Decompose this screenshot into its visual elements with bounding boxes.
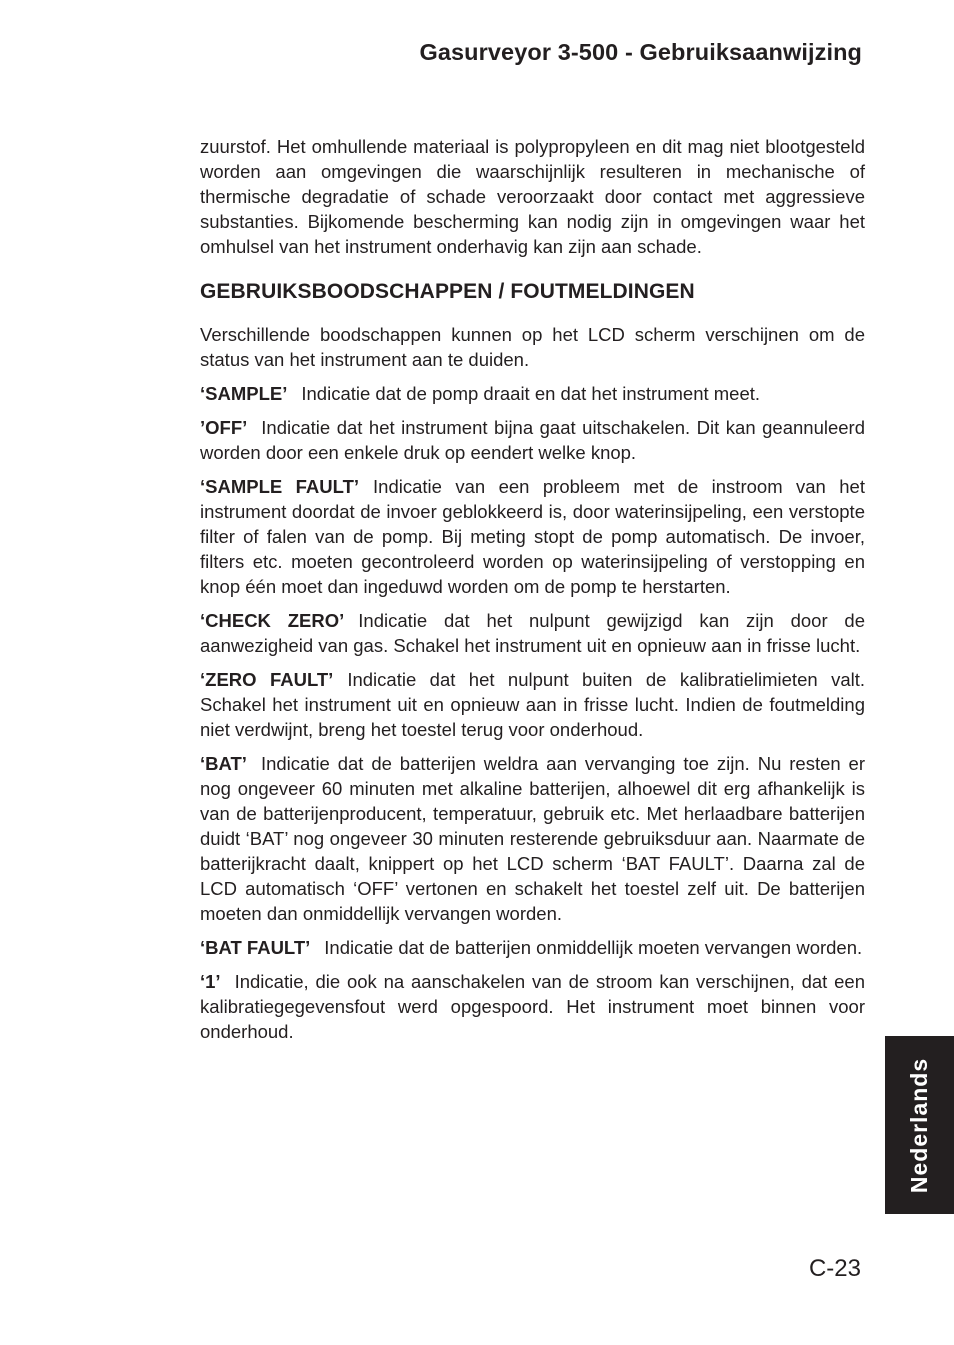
language-tab-label: Nederlands bbox=[906, 1057, 933, 1193]
message-description: Indicatie dat de pomp draait en dat het instrument meet. bbox=[301, 383, 761, 404]
intro-paragraph: zuurstof. Het omhullende materiaal is polypropyleen en dit mag niet blootgesteld worden aan omgevingen die waarschijnlijk resulteren in mechanische of thermische degradatie of schade veroorzaakt door contact met aggressieve substanties. Bijkomende bescherming kan nodig zijn in omgevingen waar het omhulsel van het instrument onderhavig kan zijn aan schade. bbox=[200, 136, 865, 257]
message-term: ‘SAMPLE’ bbox=[200, 383, 288, 404]
message-check-zero bbox=[200, 608, 865, 658]
message-sample-fault bbox=[200, 474, 865, 599]
message-term: ‘BAT FAULT’ bbox=[200, 937, 311, 958]
message-description: Indicatie, die ook na aanschakelen van de stroom kan verschijnen, dat een kalibratiegegevensfout werd opgespoord. Het instrument moet binnen voor onderhoud. bbox=[200, 971, 865, 1042]
message-bat-fault bbox=[200, 935, 865, 960]
message-term: ‘BAT’ bbox=[200, 753, 247, 774]
message-term: ‘1’ bbox=[200, 971, 221, 992]
message-description: Indicatie dat het nulpunt buiten de kalibratielimieten valt. Schakel het instrument uit en opnieuw aan in frisse lucht. Indien de foutmelding niet verdwijnt, breng het toestel terug voor onderhoud. bbox=[200, 669, 865, 740]
section-lead-paragraph: Verschillende boodschappen kunnen op het LCD scherm verschijnen om de status van het instrument aan te duiden. bbox=[200, 324, 865, 370]
message-term: ‘SAMPLE FAULT’ bbox=[200, 476, 360, 497]
page-header-title: Gasurveyor 3-500 - Gebruiksaanwijzing bbox=[419, 39, 862, 65]
message-description: Indicatie dat de batterijen weldra aan vervanging toe zijn. Nu resten er nog ongeveer 60 minuten met alkaline batterijen, alhoewel dit erg afhankelijk is van de batterijenproducent, temperatuur, gebruik etc. Met herlaadbare batterijen duidt ‘BAT’ nog ongeveer 30 minuten resterende gebruiksduur aan. Naarmate de batterijkracht daalt, knippert op het LCD scherm ‘BAT FAULT’. Daarna zal de LCD automatisch ‘OFF’ vertonen en schakelt het toestel zelf uit. De batterijen moeten dan onmiddellijk vervangen worden. bbox=[200, 753, 865, 924]
message-one bbox=[200, 969, 865, 1044]
message-term: ‘ZERO FAULT’ bbox=[200, 669, 334, 690]
message-description: Indicatie dat het instrument bijna gaat uitschakelen. Dit kan geannuleerd worden door een enkele druk op eendert welke knop. bbox=[200, 417, 865, 463]
page-number: C-23 bbox=[808, 1255, 861, 1282]
message-zero-fault bbox=[200, 667, 865, 742]
message-description: Indicatie dat het nulpunt gewijzigd kan zijn door de aanwezigheid van gas. Schakel het instrument uit en opnieuw aan in frisse lucht. bbox=[200, 610, 865, 656]
message-description: Indicatie dat de batterijen onmiddellijk moeten vervangen worden. bbox=[324, 937, 863, 958]
message-off bbox=[200, 415, 865, 465]
message-term: ‘CHECK ZERO’ bbox=[200, 610, 345, 631]
message-description: Indicatie van een probleem met de instroom van het instrument doordat de invoer geblokkeerd is, door waterinsijpeling, een verstopte filter of falen van de pomp. Bij meting stopt de pomp automatisch. De invoer, filters etc. moeten gecontroleerd worden op waterinsijpeling of verstopping en knop één moet dan ingeduwd worden om de pomp te herstarten. bbox=[200, 476, 865, 597]
main-content bbox=[200, 134, 865, 1053]
message-sample bbox=[200, 381, 865, 406]
section-heading: GEBRUIKSBOODSCHAPPEN / FOUTMELDINGEN bbox=[200, 280, 695, 303]
message-bat bbox=[200, 751, 865, 926]
language-side-tab bbox=[885, 1036, 954, 1214]
message-term: ’OFF’ bbox=[200, 417, 248, 438]
